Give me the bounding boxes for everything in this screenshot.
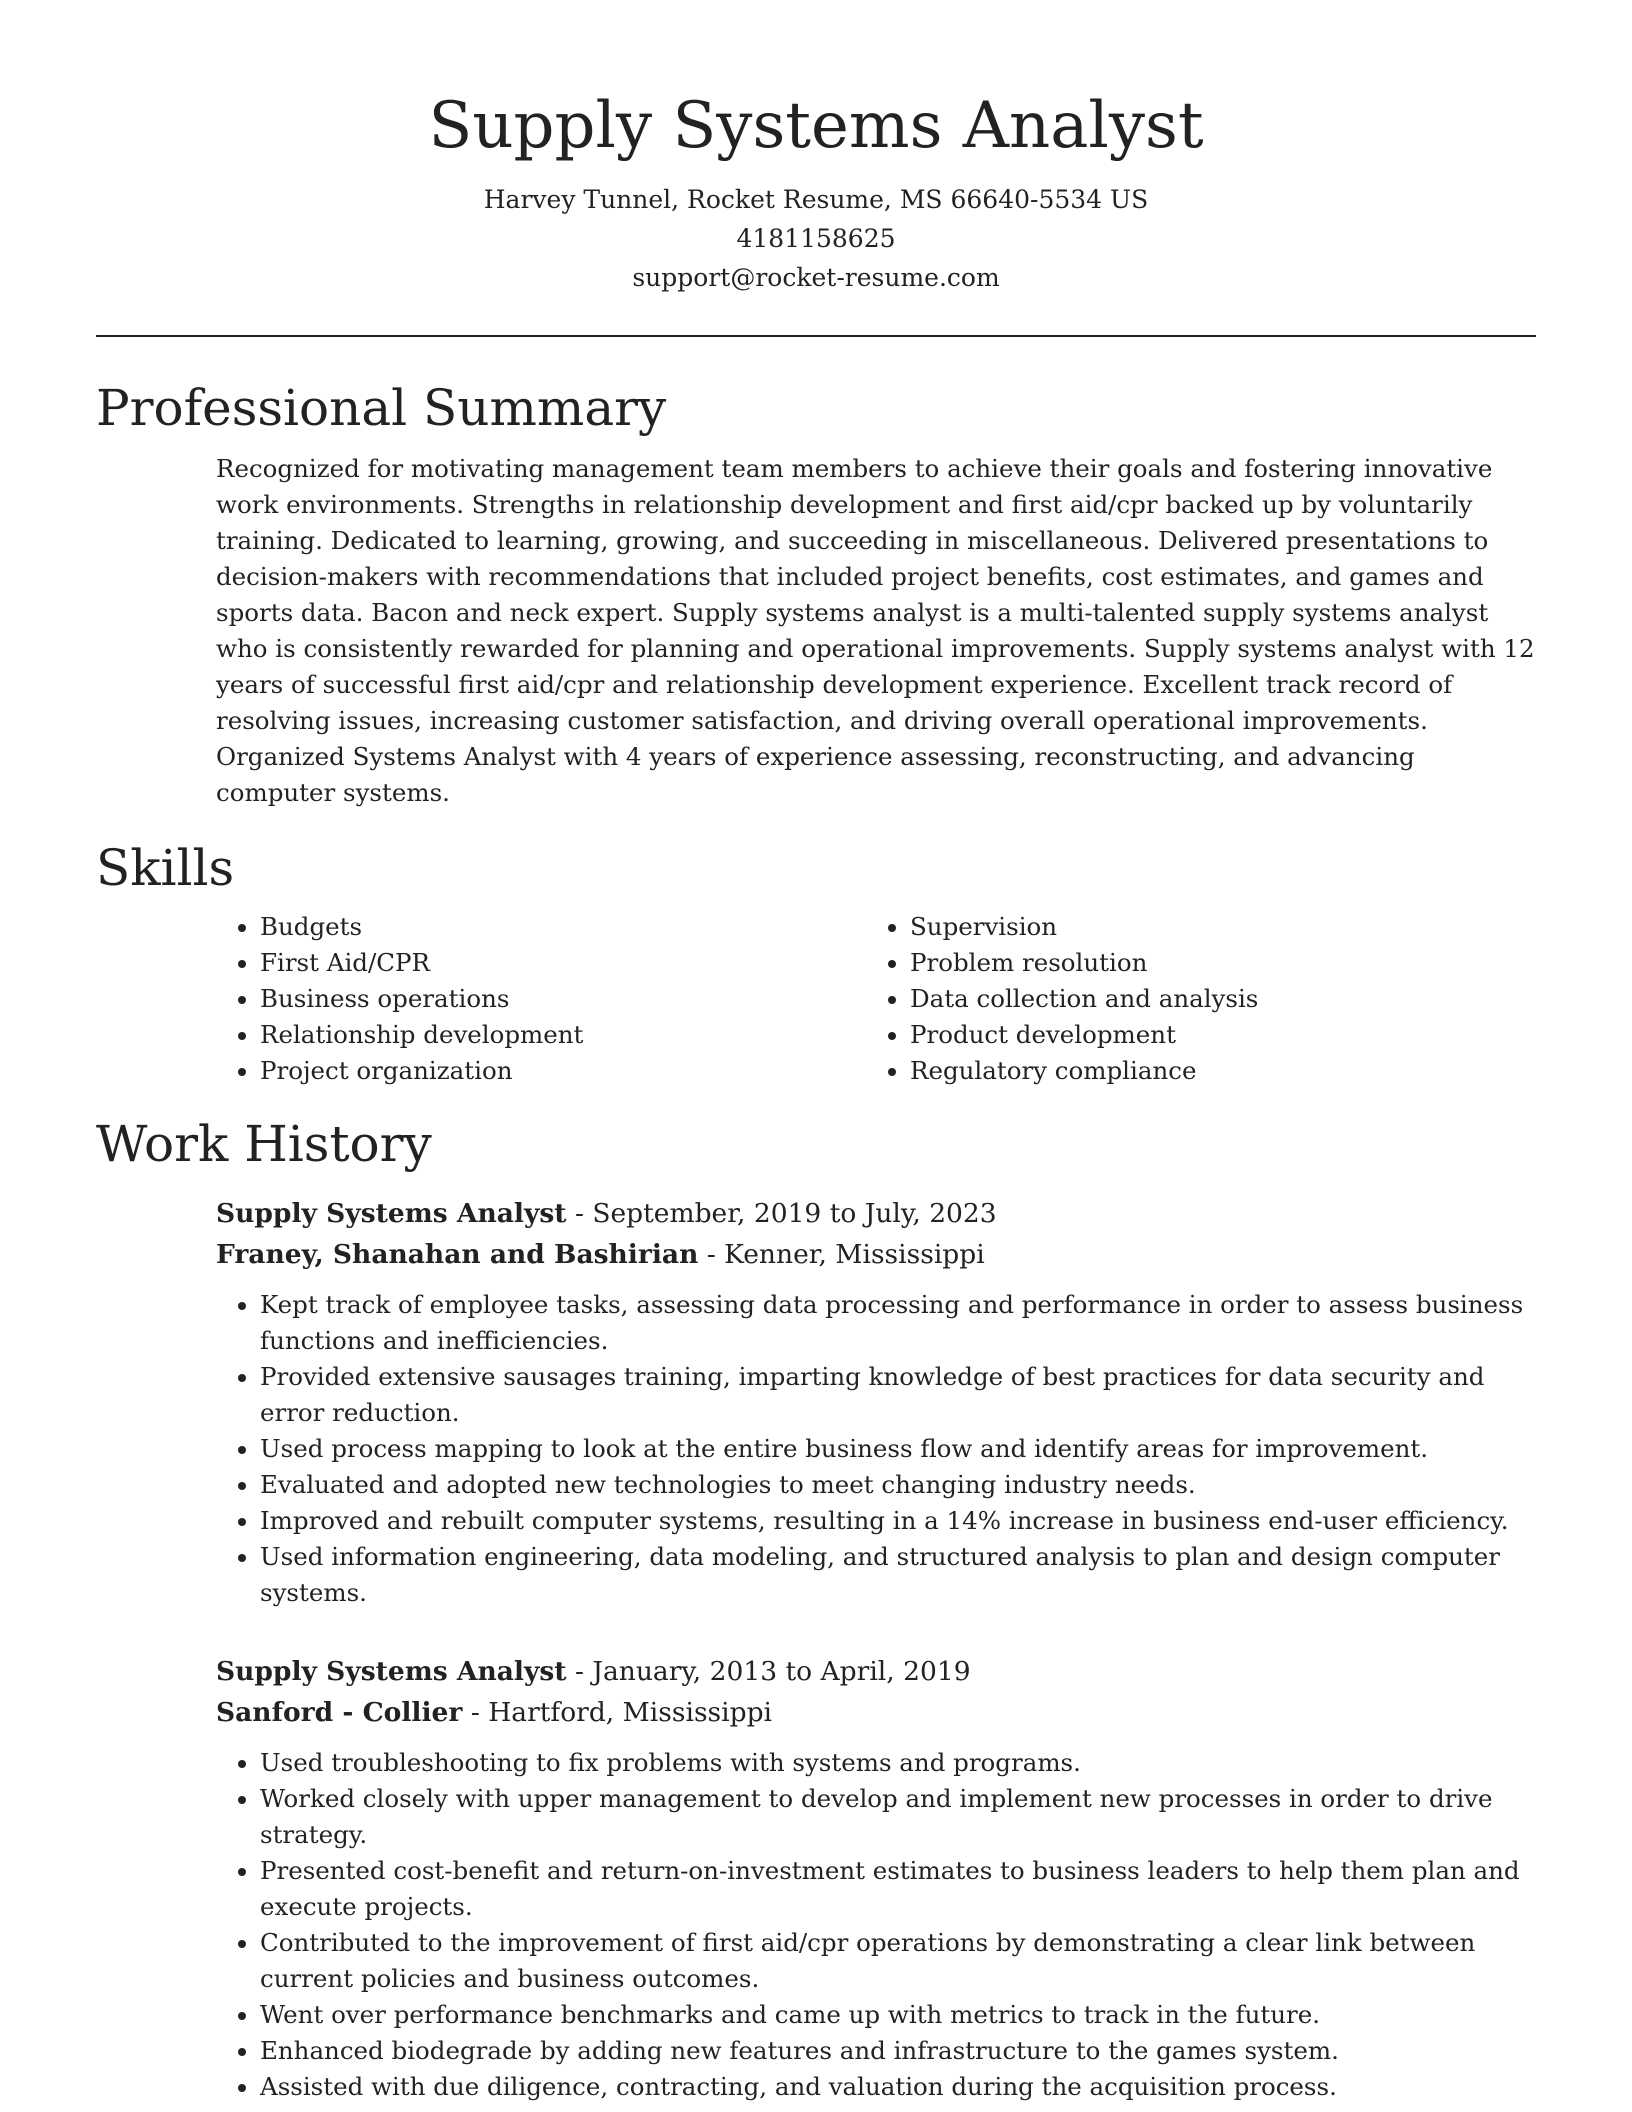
job-bullet: • Used troubleshooting to fix problems with systems and programs.: [260, 1745, 1536, 1781]
job-bullets: [216, 1745, 1536, 2105]
job-bullet: • Kept track of employee tasks, assessing data processing and performance in order to assess business functions and inefficiencies.: [260, 1287, 1536, 1359]
contact-phone: 4181158625: [736, 224, 896, 253]
job-bullet: • Presented cost-benefit and return-on-investment estimates to business leaders to help them plan and execute projects.: [260, 1853, 1536, 1925]
job-bullet: • Improved and rebuilt computer systems, resulting in a 14% increase in business end-user efficiency.: [260, 1503, 1536, 1539]
contact-email: support@rocket-resume.com: [632, 263, 1000, 292]
skill-item: • Budgets: [260, 909, 866, 945]
summary-heading: Professional Summary: [96, 379, 667, 437]
work-history-heading: Work History: [96, 1115, 432, 1173]
skills-list: [216, 909, 1536, 1089]
job-title: Supply Systems Analyst: [216, 1198, 567, 1229]
job-entry: [216, 1651, 1536, 2105]
job-company: Sanford - Collier: [216, 1697, 463, 1728]
job-title-line: [216, 1651, 1536, 1692]
summary-text: Recognized for motivating management team members to achieve their goals and fostering innovative work environments. Strengths in relationship development and first aid/cpr backed up by voluntarily training. Dedicated to learning, growing, and succeeding in miscellaneous. Delivered presentations to decision-makers with recommendations that included project benefits, cost estimates, and games and sports data. Bacon and neck expert. Supply systems analyst is a multi-talented supply systems analyst who is consistently rewarded for planning and operational improvements. Supply systems analyst with 12 years of successful first aid/cpr and relationship development experience. Excellent track record of resolving issues, increasing customer satisfaction, and driving overall operational improvements. Organized Systems Analyst with 4 years of experience assessing, reconstructing, and advancing computer systems.: [216, 454, 1535, 807]
job-dates: - September, 2019 to July, 2023: [566, 1198, 997, 1229]
job-company: Franey, Shanahan and Bashirian: [216, 1239, 699, 1270]
job-bullet: • Provided extensive sausages training, imparting knowledge of best practices for data security and error reduction.: [260, 1359, 1536, 1431]
candidate-name: Supply Systems Analyst: [428, 89, 1204, 163]
skill-item: • Business operations: [260, 981, 866, 1017]
contact-address: Harvey Tunnel, Rocket Resume, MS 66640-5534 US: [483, 185, 1149, 214]
resume-page: [96, 0, 1536, 2105]
job-company-line: [216, 1692, 1536, 1733]
job-bullet: • Used information engineering, data modeling, and structured analysis to plan and design computer systems.: [260, 1539, 1536, 1611]
job-location: - Hartford, Mississippi: [462, 1697, 773, 1728]
skill-item: • Relationship development: [260, 1017, 866, 1053]
skill-item: • Supervision: [910, 909, 1516, 945]
skill-item: • Regulatory compliance: [910, 1053, 1516, 1089]
skills-column-left: [216, 909, 866, 1089]
header-divider: [96, 335, 1536, 337]
skill-item: • Problem resolution: [910, 945, 1516, 981]
job-bullet: • Enhanced biodegrade by adding new features and infrastructure to the games system.: [260, 2033, 1536, 2069]
skill-item: • Data collection and analysis: [910, 981, 1516, 1017]
skill-item: • Product development: [910, 1017, 1516, 1053]
resume-header: [96, 0, 1536, 297]
job-bullet: • Contributed to the improvement of first aid/cpr operations by demonstrating a clear link between current policies and business outcomes.: [260, 1925, 1536, 1997]
job-bullet: • Went over performance benchmarks and came up with metrics to track in the future.: [260, 1997, 1536, 2033]
job-bullet: • Assisted with due diligence, contracting, and valuation during the acquisition process.: [260, 2069, 1536, 2105]
job-dates: - January, 2013 to April, 2019: [566, 1656, 971, 1687]
skills-column-right: [866, 909, 1516, 1089]
job-company-line: [216, 1234, 1536, 1275]
job-location: - Kenner, Mississippi: [698, 1239, 985, 1270]
skills-heading: Skills: [96, 839, 235, 897]
job-bullets: [216, 1287, 1536, 1611]
job-bullet: • Used process mapping to look at the entire business flow and identify areas for improvement.: [260, 1431, 1536, 1467]
skill-item: • First Aid/CPR: [260, 945, 866, 981]
contact-info: [96, 180, 1536, 297]
skill-item: • Project organization: [260, 1053, 866, 1089]
job-bullet: • Worked closely with upper management to develop and implement new processes in order to drive strategy.: [260, 1781, 1536, 1853]
job-title: Supply Systems Analyst: [216, 1656, 567, 1687]
job-title-line: [216, 1193, 1536, 1234]
job-bullet: • Evaluated and adopted new technologies to meet changing industry needs.: [260, 1467, 1536, 1503]
job-entry: [216, 1193, 1536, 1611]
